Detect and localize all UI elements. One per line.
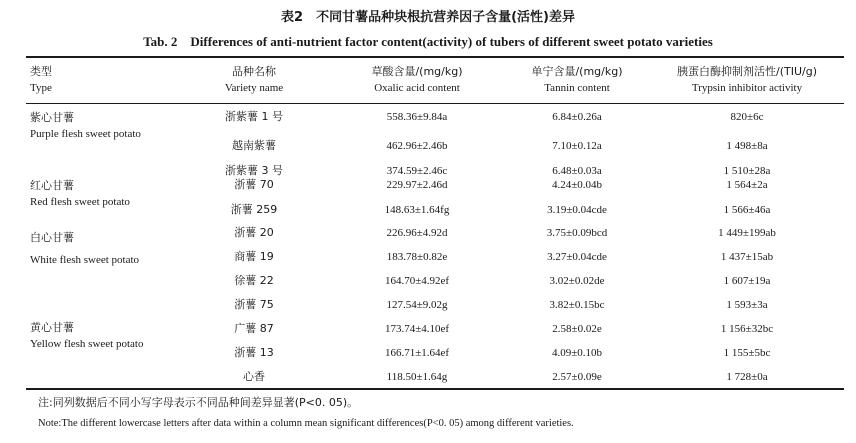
header-variety-cn: 品种名称 [232,65,276,78]
cell-variety: 广薯 87 [234,322,274,335]
cell-oxalic: 148.63±1.64fg [384,204,450,216]
cell-oxalic: 374.59±2.46c [386,165,448,177]
cell-oxalic: 183.78±0.82e [386,251,448,263]
cell-tannin: 3.19±0.04cde [547,204,607,216]
cell-variety: 浙紫薯 1 号 [225,110,283,123]
cell-oxalic: 229.97±2.46d [386,179,448,191]
header-type [30,64,52,96]
header-oxalic-en: Oxalic acid content [374,82,460,94]
cell-trypsin: 1 155±5bc [723,347,771,359]
cell-tannin: 3.27±0.04cde [547,251,607,263]
cell-tannin: 4.24±0.04b [551,179,603,191]
group-label-cn: 紫心甘薯 [30,111,74,124]
cell-oxalic: 462.96±2.46b [386,140,448,152]
header-trypsin-cn: 胰蛋白酶抑制剂活性/(TIU/g) [677,65,817,78]
group-label-en: White flesh sweet potato [30,254,140,266]
cell-trypsin: 1 607±19a [723,275,771,287]
cell-trypsin: 1 728±0a [726,371,768,383]
cell-variety: 心香 [243,370,265,383]
cell-trypsin: 1 156±32bc [720,323,774,335]
cell-trypsin: 820±6c [730,111,764,123]
group-label-en: Purple flesh sweet potato [30,128,141,140]
group-label-cn: 黄心甘薯 [30,321,74,334]
header-rule [26,103,844,104]
cell-oxalic: 558.36±9.84a [386,111,448,123]
cell-trypsin: 1 593±3a [726,299,768,311]
table-title-en: Tab. 2 Differences of anti-nutrient factor content(activity) of tubers of different sweet potato varieties [143,34,713,49]
cell-oxalic: 166.71±1.64ef [384,347,450,359]
cell-variety: 浙薯 70 [234,178,274,191]
cell-variety: 浙薯 75 [234,298,274,311]
cell-oxalic: 226.96±4.92d [386,227,448,239]
cell-tannin: 2.57±0.09e [552,371,602,383]
cell-variety: 徐薯 22 [234,274,274,287]
header-variety-en: Variety name [224,82,284,94]
cell-oxalic: 173.74±4.10ef [384,323,450,335]
group-white [30,226,139,272]
bottom-rule [26,388,844,390]
cell-trypsin: 1 566±46a [723,204,771,216]
cell-tannin: 4.09±0.10b [551,347,603,359]
cell-tannin: 3.02±0.02de [549,275,605,287]
cell-trypsin: 1 449±199ab [718,227,776,239]
cell-variety: 浙紫薯 3 号 [225,164,283,177]
cell-tannin: 3.82±0.15bc [549,299,605,311]
cell-tannin: 6.48±0.03a [552,165,602,177]
cell-oxalic: 127.54±9.02g [386,299,448,311]
header-tannin-cn: 单宁含量/(mg/kg) [531,65,623,78]
cell-tannin: 7.10±0.12a [552,140,602,152]
cell-tannin: 2.58±0.02e [552,323,602,335]
group-label-cn: 白心甘薯 [30,231,74,244]
header-oxalic-cn: 草酸含量/(mg/kg) [371,65,463,78]
cell-oxalic: 118.50±1.64g [386,371,448,383]
group-label-en: Red flesh sweet potato [30,196,130,208]
group-label-en: Yellow flesh sweet potato [30,338,144,350]
header-tannin-en: Tannin content [544,82,610,94]
header-trypsin [647,64,847,96]
group-purple [30,110,141,142]
group-label-cn: 红心甘薯 [30,179,74,192]
cell-trypsin: 1 510±28a [723,165,771,177]
group-yellow [30,320,143,352]
cell-tannin: 3.75±0.09bcd [546,227,608,239]
cell-trypsin: 1 498±8a [726,140,768,152]
cell-variety: 浙薯 13 [234,346,274,359]
cell-variety: 越南紫薯 [232,139,276,152]
cell-trypsin: 1 564±2a [726,179,768,191]
cell-tannin: 6.84±0.26a [552,111,602,123]
header-type-en: Type [30,82,52,94]
top-rule [26,56,844,58]
cell-variety: 商薯 19 [234,250,274,263]
header-type-cn: 类型 [30,65,52,78]
note-cn: 注:同列数据后不同小写字母表示不同品种间差异显著(P<0. 05)。 [38,396,359,409]
group-red [30,178,130,210]
note-en: Note:The different lowercase letters after data within a column mean significant differences(P<0. 05) among different varieties. [38,418,574,429]
header-trypsin-en: Trypsin inhibitor activity [691,82,803,94]
table-title-cn: 表2 不同甘薯品种块根抗营养因子含量(活性)差异 [281,10,575,25]
cell-variety: 浙薯 259 [230,203,278,216]
cell-oxalic: 164.70±4.92ef [384,275,450,287]
cell-variety: 浙薯 20 [234,226,274,239]
cell-trypsin: 1 437±15ab [720,251,774,263]
